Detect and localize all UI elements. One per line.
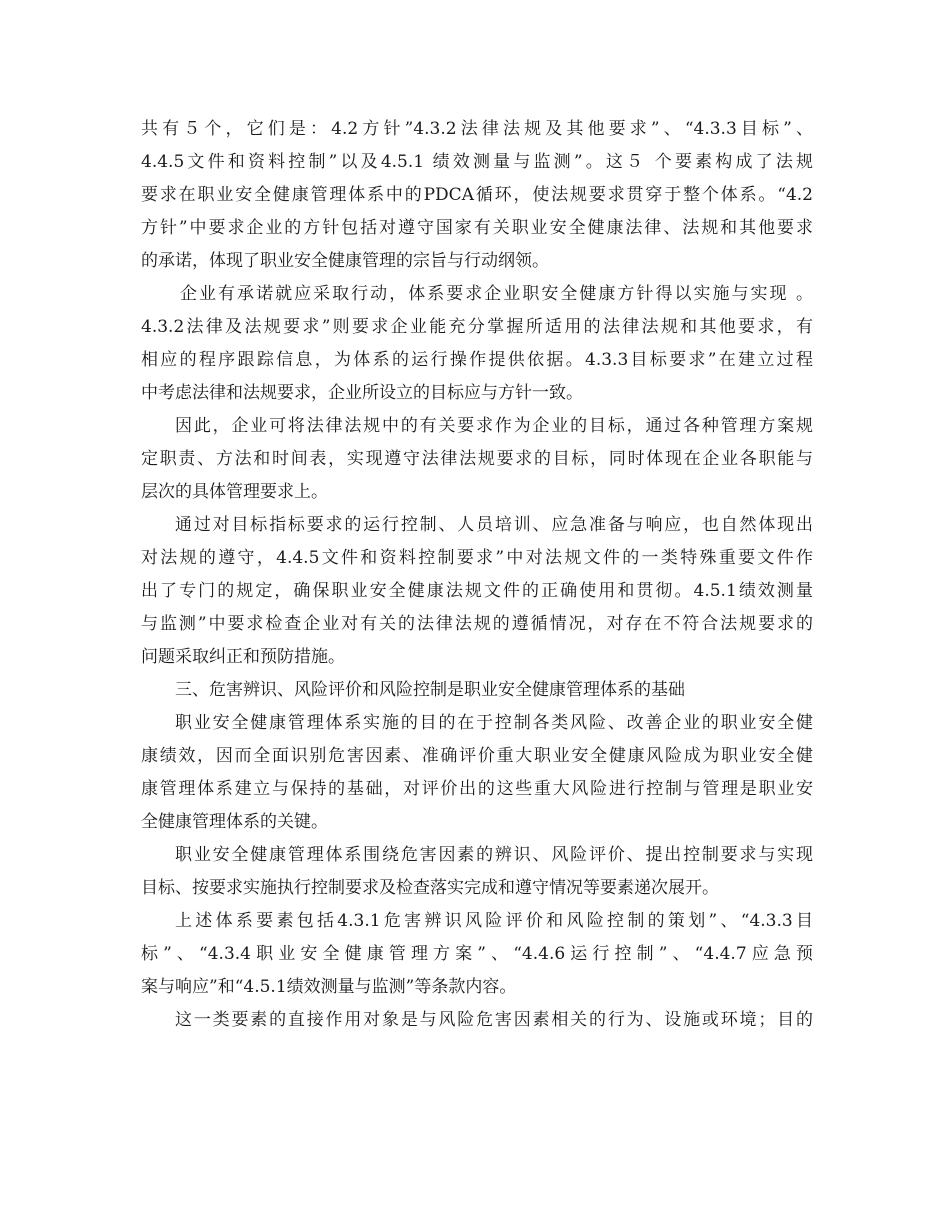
text-line: 职业安全健康管理体系围绕危害因素的辨识、风险评价、提出控制要求与实现 — [175, 845, 813, 865]
text-line: 的承诺，体现了职业安全健康管理的宗旨与行动纲领。 — [141, 251, 549, 271]
text-line: 对法规的遵守，4.4.5文件和资料控制要求”中对法规文件的一类特殊重要文件作 — [141, 548, 813, 568]
text-line: 定职责、方法和时间表，实现遵守法律法规要求的目标，同时体现在企业各职能与 — [141, 449, 813, 469]
text-line: 4.4.5文件和资料控制”以及4.5.1 绩效测量与监测”。这５ 个要素构成了法规 — [141, 152, 813, 172]
text-line: 标”、“4.3.4职业安全健康管理方案”、“4.4.6运行控制”、“4.4.7应急预 — [141, 944, 813, 964]
text-line: 这一类要素的直接作用对象是与风险危害因素相关的行为、设施或环境；目的 — [175, 1010, 813, 1030]
text-line: 通过对目标指标要求的运行控制、人员培训、应急准备与响应，也自然体现出 — [175, 515, 813, 535]
heading-line: 三、危害辨识、风险评价和风险控制是职业安全健康管理体系的基础 — [175, 680, 685, 700]
paragraph — [141, 905, 813, 1004]
document-body — [141, 113, 813, 1037]
text-line: 康管理体系建立与保持的基础，对评价出的这些重大风险进行控制与管理是职业安 — [141, 779, 813, 799]
text-line: 案与响应”和“4.5.1绩效测量与监测”等条款内容。 — [141, 977, 517, 997]
text-line: 方针”中要求企业的方针包括对遵守国家有关职业安全健康法律、法规和其他要求 — [141, 218, 813, 238]
text-line: 层次的具体管理要求上。 — [141, 482, 328, 502]
paragraph — [141, 509, 813, 674]
text-line: 问题采取纠正和预防措施。 — [141, 647, 345, 667]
text-line: 康绩效，因而全面识别危害因素、准确评价重大职业安全健康风险成为职业安全健 — [141, 746, 813, 766]
text-line: 企业有承诺就应采取行动，体系要求企业职安全健康方针得以实施与实现 。 — [180, 284, 813, 304]
text-line: 上述体系要素包括4.3.1危害辨识风险评价和风险控制的策划”、“4.3.3目 — [175, 911, 813, 931]
text-line: 目标、按要求实施执行控制要求及检查落实完成和遵守情况等要素递次展开。 — [141, 878, 719, 898]
text-line: 与监测”中要求检查企业对有关的法律法规的遵循情况，对存在不符合法规要求的 — [141, 614, 813, 634]
text-line: 出了专门的规定，确保职业安全健康法规文件的正确使用和贯彻。4.5.1绩效测量 — [141, 581, 813, 601]
text-line: 因此，企业可将法律法规中的有关要求作为企业的目标，通过各种管理方案规 — [175, 416, 813, 436]
paragraph — [141, 707, 813, 839]
text-line: 要求在职业安全健康管理体系中的PDCA循环，使法规要求贯穿于整个体系。“4.2 — [141, 185, 813, 205]
text-line: 中考虑法律和法规要求，企业所设立的目标应与方针一致。 — [141, 383, 583, 403]
text-line: 全健康管理体系的关键。 — [141, 812, 328, 832]
paragraph — [141, 839, 813, 905]
text-line: 共有５个，它们是：4.2方针”4.3.2法律法规及其他要求”、“4.3.3目标”、 — [141, 119, 813, 139]
section-heading — [141, 674, 813, 707]
paragraph — [141, 1004, 813, 1037]
text-line: 职业安全健康管理体系实施的目的在于控制各类风险、改善企业的职业安全健 — [175, 713, 813, 733]
paragraph — [141, 113, 813, 278]
text-line: 4.3.2法律及法规要求”则要求企业能充分掌握所适用的法律法规和其他要求，有 — [141, 317, 813, 337]
paragraph — [141, 278, 813, 410]
text-line: 相应的程序跟踪信息，为体系的运行操作提供依据。4.3.3目标要求”在建立过程 — [141, 350, 813, 370]
paragraph — [141, 410, 813, 509]
